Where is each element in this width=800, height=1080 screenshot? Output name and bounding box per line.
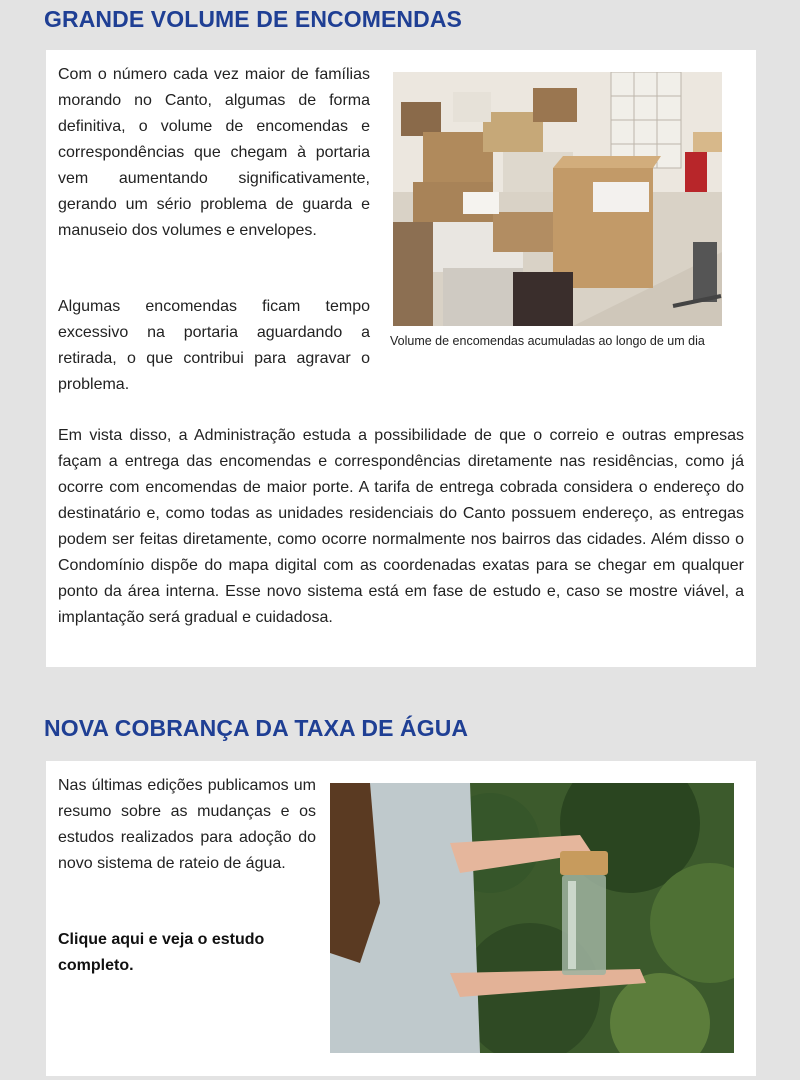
- section-title-encomendas: GRANDE VOLUME DE ENCOMENDAS: [44, 6, 463, 32]
- study-link[interactable]: Clique aqui e veja o estudo completo.: [58, 931, 265, 974]
- encomendas-card: [46, 50, 756, 667]
- encomendas-paragraph-3: Em vista disso, a Administração estuda a possibilidade de que o correio e outras empresas façam a entrega das encomendas e correspondências diretamente nas residências, como já ocorre com encomendas de maior porte. A tarifa de entrega cobrada considera o endereço do destinatário e, como todas as unidades residenciais do Canto possuem endereço, as entregas podem ser feitas diretamente, como ocorre normalmente nos bairros das cidades. Além disso o Condomínio dispõe do mapa digital com as coordenadas exatas para se chegar em qualquer ponto da área interna. Esse novo sistema está em fase de estudo e, caso se mostre viável, a implantação será gradual e cuidadosa.: [58, 427, 744, 626]
- agua-card: [46, 761, 756, 1076]
- packages-photo: [393, 72, 722, 326]
- packages-photo-caption: Volume de encomendas acumuladas ao longo de um dia: [390, 334, 705, 348]
- encomendas-paragraph-2: Algumas encomendas ficam tempo excessivo na portaria aguardando a retirada, o que contribui para agravar o problema.: [58, 298, 370, 393]
- agua-paragraph: Nas últimas edições publicamos um resumo sobre as mudanças e os estudos realizados para adoção do novo sistema de rateio de água.: [58, 777, 316, 872]
- water-bottle-photo: [330, 783, 734, 1053]
- section-title-agua: NOVA COBRANÇA DA TAXA DE ÁGUA: [44, 715, 469, 741]
- encomendas-paragraph-1: Com o número cada vez maior de famílias morando no Canto, algumas de forma definitiva, o volume de encomendas e correspondências que chegam à portaria vem aumentando significativamente, gerando um sério problema de guarda e manuseio dos volumes e envelopes.: [58, 66, 370, 239]
